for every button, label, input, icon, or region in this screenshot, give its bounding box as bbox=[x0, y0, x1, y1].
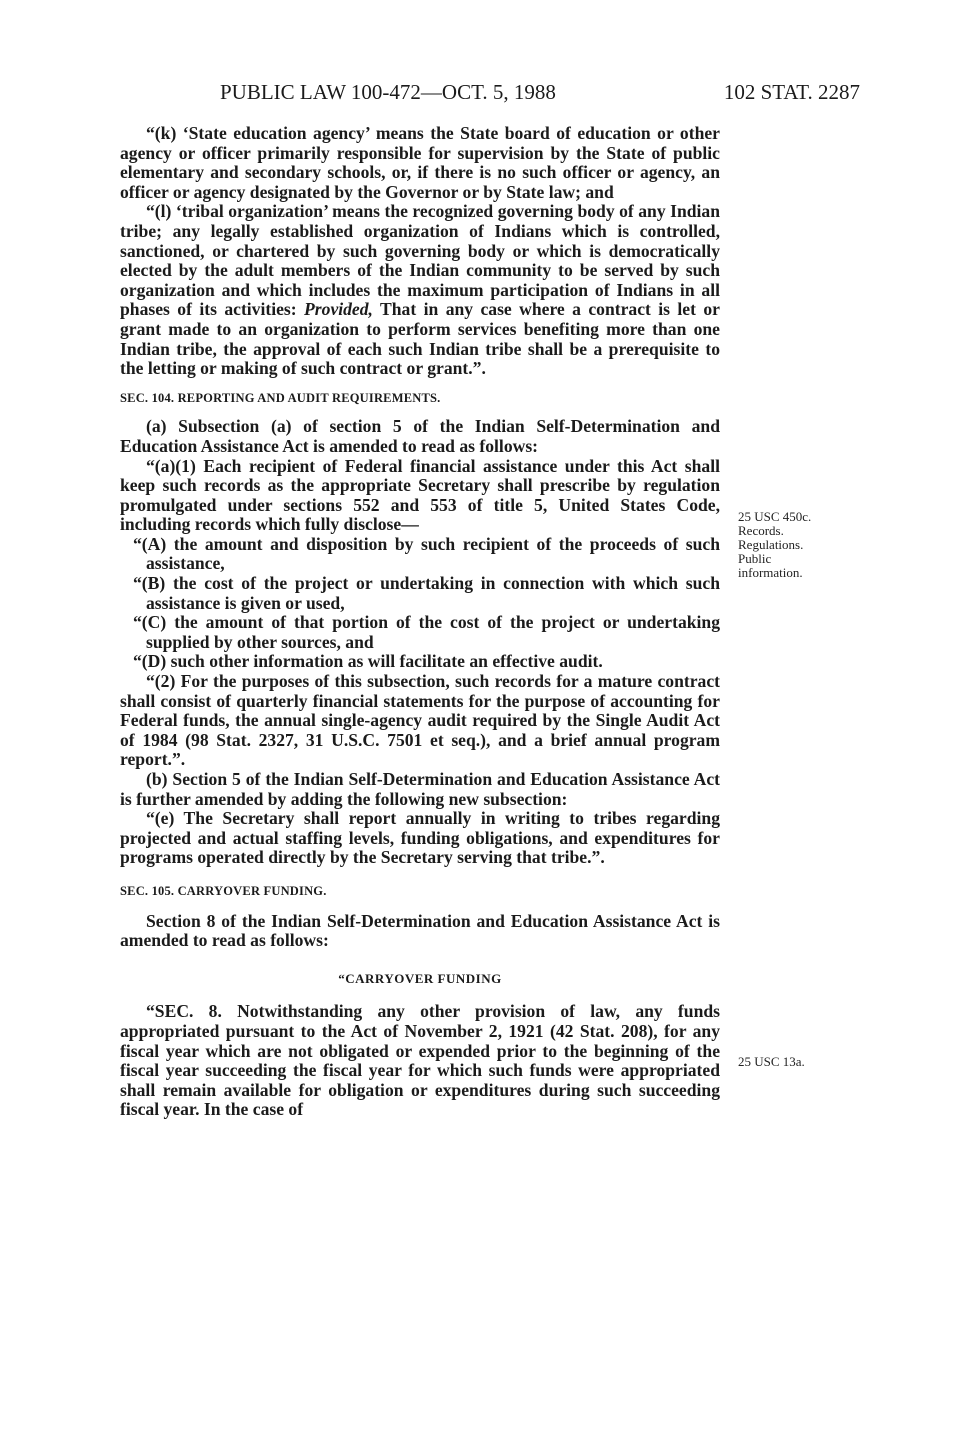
paragraph-104-a: (a) Subsection (a) of section 5 of the Indian Self-Determination and Education Assistance Act is amended to read as follows: bbox=[120, 416, 720, 456]
margin-note-line: Public bbox=[738, 551, 772, 566]
margin-note-line: Records. bbox=[738, 523, 784, 538]
header-title: PUBLIC LAW 100-472—OCT. 5, 1988 bbox=[220, 80, 556, 104]
clause-D: “(D) such other information as will facilitate an effective audit. bbox=[133, 651, 603, 672]
margin-note-line: 25 USC 450c. bbox=[738, 509, 812, 524]
document-body bbox=[120, 124, 720, 1120]
paragraph-104-b: (b) Section 5 of the Indian Self-Determination and Education Assistance Act is further amended by adding the following new subsection: bbox=[120, 769, 720, 809]
paragraph-k: “(k) ‘State education agency’ means the State board of education or other agency or officer primarily responsible for supervision by the State of public elementary and secondary schools, or, if there is no such officer or agency, an officer or agency designated by the Governor or by State law; and bbox=[120, 123, 720, 202]
clause-A: “(A) the amount and disposition by such recipient of the proceeds of such assistance, bbox=[133, 533, 720, 574]
margin-note-13a bbox=[738, 1055, 858, 1069]
margin-note-450c bbox=[738, 510, 858, 580]
paragraph-104-a1: “(a)(1) Each recipient of Federal financial assistance under this Act shall keep such records as the appropriate Secretary shall prescribe by regulation promulgated under sections 552 and 553 of title 5, United States Code, including records which fully disclose— bbox=[120, 455, 720, 535]
margin-note-line: information. bbox=[738, 565, 803, 580]
carryover-heading: “CARRYOVER FUNDING bbox=[338, 970, 502, 986]
paragraph-sec-8: “SEC. 8. Notwithstanding any other provision of law, any funds appropriated pursuant to the Act of November 2, 1921 (42 Stat. 208), for any fiscal year which are not obligated or expended prior to the beginning of the fiscal year succeeding the fiscal year for which such funds were appropriated shall remain available for obligation or expenditures during such succeeding fiscal year. In the case of bbox=[120, 1001, 720, 1120]
margin-note-line: 25 USC 13a. bbox=[738, 1054, 805, 1069]
clause-C: “(C) the amount of that portion of the cost of the project or undertaking supplied by other sources, and bbox=[133, 612, 720, 652]
paragraph-e: “(e) The Secretary shall report annually in writing to tribes regarding projected and actual staffing levels, funding obligations, and expenditures for programs operated directly by the Secretary serving that tribe.”. bbox=[120, 808, 720, 868]
section-105-heading: SEC. 105. CARRYOVER FUNDING. bbox=[120, 883, 327, 898]
paragraph-l: “(l) ‘tribal organization’ means the recognized governing body of any Indian tribe; any legally established organization of Indians which is controlled, sanctioned, or chartered by such governing body or which is democratically elected by the adult members of the Indian community to be served by such organization and which includes the maximum participation of Indians in all phases of its activities: Provided, That in any case where a contract is let or grant made to an organization to perform services benefiting more than one Indian tribe, the approval of each such Indian tribe shall be a prerequisite to the letting or making of such contract or grant.”. bbox=[120, 201, 720, 379]
clause-B: “(B) the cost of the project or undertaking in connection with which such assistance is given or used, bbox=[133, 573, 720, 613]
margin-note-line: Regulations. bbox=[738, 537, 804, 552]
provided-italic: Provided, bbox=[304, 299, 373, 320]
paragraph-2: “(2) For the purposes of this subsection, such records for a mature contract shall consist of quarterly financial statements for the purpose of accounting for Federal funds, the annual single-agency audit required by the Single Audit Act of 1984 (98 Stat. 2327, 31 U.S.C. 7501 et seq.), and a brief annual program report.”. bbox=[120, 671, 720, 770]
section-104-heading: SEC. 104. REPORTING AND AUDIT REQUIREMENTS. bbox=[120, 390, 441, 405]
header-stat-page: 102 STAT. 2287 bbox=[723, 80, 860, 104]
paragraph-105: Section 8 of the Indian Self-Determination and Education Assistance Act is amended to read as follows: bbox=[120, 910, 720, 951]
